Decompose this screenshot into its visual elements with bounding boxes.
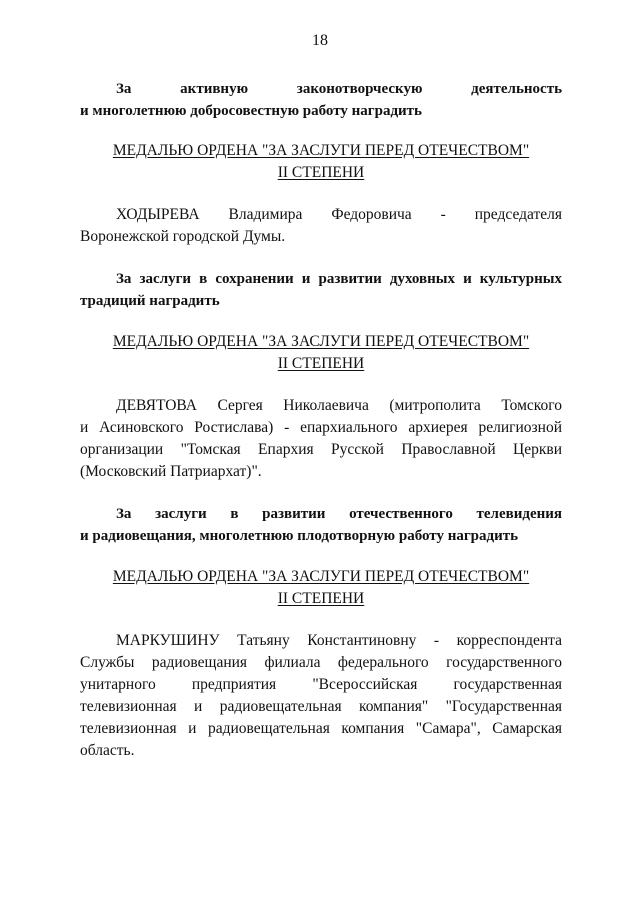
recipient-line: телевизионная и радиовещательная компания "Самара", Самарская — [80, 720, 562, 737]
section-2-intro — [80, 268, 562, 312]
recipient-line: Службы радиовещания филиала федерального государственного — [80, 654, 562, 671]
intro-line: За заслуги в сохранении и развитии духовных и культурных — [116, 271, 562, 287]
section-1-award — [80, 140, 562, 184]
award-title: МЕДАЛЬЮ ОРДЕНА "ЗА ЗАСЛУГИ ПЕРЕД ОТЕЧЕСТВОМ" — [112, 333, 530, 350]
recipient-line: Воронежской городской Думы. — [80, 228, 286, 245]
section-3-recipient — [80, 630, 562, 762]
intro-line: За активную законотворческую деятельность — [116, 81, 562, 97]
intro-line: традиций наградить — [80, 293, 220, 309]
section-3-intro — [80, 503, 562, 547]
award-title: МЕДАЛЬЮ ОРДЕНА "ЗА ЗАСЛУГИ ПЕРЕД ОТЕЧЕСТВОМ" — [112, 568, 530, 585]
award-degree: II СТЕПЕНИ — [277, 164, 365, 181]
section-2-award — [80, 331, 562, 375]
section-1-intro — [80, 78, 562, 122]
intro-line: и многолетнюю добросовестную работу наградить — [80, 103, 422, 119]
section-2-recipient — [80, 395, 562, 483]
award-degree: II СТЕПЕНИ — [277, 355, 365, 372]
recipient-line: телевизионная и радиовещательная компания" "Государственная — [80, 698, 562, 715]
recipient-line: МАРКУШИНУ Татьяну Константиновну - корреспондента — [116, 632, 562, 649]
recipient-line: ХОДЫРЕВА Владимира Федоровича - председателя — [116, 206, 562, 223]
award-title: МЕДАЛЬЮ ОРДЕНА "ЗА ЗАСЛУГИ ПЕРЕД ОТЕЧЕСТВОМ" — [112, 142, 530, 159]
recipient-line: (Московский Патриархат)". — [80, 463, 262, 480]
intro-line: За заслуги в развитии отечественного телевидения — [116, 506, 562, 522]
award-degree: II СТЕПЕНИ — [277, 590, 365, 607]
section-3-award — [80, 566, 562, 610]
page-number: 18 — [312, 32, 328, 49]
recipient-line: область. — [80, 742, 135, 759]
recipient-line: унитарного предприятия "Всероссийская государственная — [80, 676, 562, 693]
recipient-line: ДЕВЯТОВА Сергея Николаевича (митрополита Томского — [116, 397, 562, 414]
section-1-recipient — [80, 204, 562, 248]
intro-line: и радиовещания, многолетнюю плодотворную работу наградить — [80, 528, 519, 544]
recipient-line: и Асиновского Ростислава) - епархиального архиерея религиозной — [80, 419, 562, 436]
recipient-line: организации "Томская Епархия Русской Православной Церкви — [80, 441, 562, 458]
